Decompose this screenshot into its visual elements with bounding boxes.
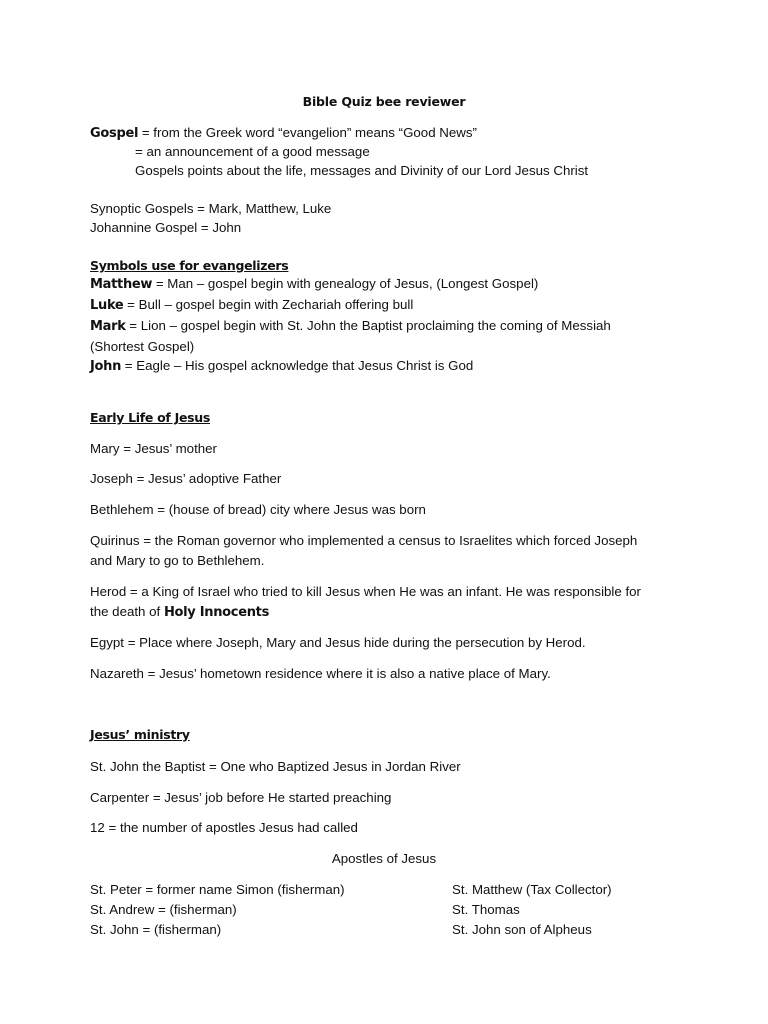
matthew-text: = Man – gospel begin with genealogy of Jesus, (Longest Gospel) [152, 276, 539, 291]
matthew-term: Matthew [90, 277, 153, 292]
gospel-def-2: = an announcement of a good message [135, 144, 370, 159]
mark-text: = Lion – gospel begin with St. John the Baptist proclaiming the coming of Messiah [125, 318, 611, 333]
early-life-mary: Mary = Jesus’ mother [90, 441, 217, 456]
apostles-heading: Apostles of Jesus [331, 851, 437, 866]
early-life-joseph: Joseph = Jesus’ adoptive Father [90, 471, 282, 486]
holy-innocents: Holy Innocents [163, 605, 270, 620]
symbol-john [90, 357, 473, 376]
gospel-definition-line [90, 124, 477, 143]
herod-2-text: the death of [90, 604, 164, 619]
early-life-herod-1: Herod = a King of Israel who tried to kill Jesus when He was an infant. He was responsible for [90, 584, 641, 599]
symbol-matthew [90, 275, 538, 294]
symbol-mark [90, 317, 611, 336]
apostle-right-item: St. John son of Alpheus [452, 922, 592, 937]
john-term: John [90, 359, 122, 374]
symbols-heading: Symbols use for evangelizers [90, 258, 289, 273]
mark-continuation: (Shortest Gospel) [90, 339, 195, 354]
early-life-heading: Early Life of Jesus [90, 410, 211, 425]
apostle-right-item: St. Matthew (Tax Collector) [452, 882, 612, 897]
ministry-heading: Jesus’ ministry [90, 727, 190, 742]
page-title: Bible Quiz bee reviewer [302, 94, 466, 109]
ministry-carpenter: Carpenter = Jesus’ job before He started preaching [90, 790, 392, 805]
gospel-def-3: Gospels points about the life, messages and Divinity of our Lord Jesus Christ [135, 163, 589, 178]
symbol-luke [90, 296, 413, 315]
ministry-twelve: 12 = the number of apostles Jesus had called [90, 820, 358, 835]
luke-text: = Bull – gospel begin with Zechariah offering bull [123, 297, 414, 312]
mark-term: Mark [90, 319, 126, 334]
early-life-nazareth: Nazareth = Jesus’ hometown residence where it is also a native place of Mary. [90, 666, 551, 681]
gospel-term: Gospel [90, 126, 139, 141]
early-life-herod-2 [90, 603, 269, 622]
apostle-left-item: St. Peter = former name Simon (fisherman) [90, 882, 345, 897]
early-life-bethlehem: Bethlehem = (house of bread) city where Jesus was born [90, 502, 426, 517]
ministry-baptist: St. John the Baptist = One who Baptized Jesus in Jordan River [90, 759, 461, 774]
synoptic-gospels: Synoptic Gospels = Mark, Matthew, Luke [90, 201, 332, 216]
apostle-right-item: St. Thomas [452, 902, 520, 917]
early-life-quirinus-2: and Mary to go to Bethlehem. [90, 553, 265, 568]
john-text: = Eagle – His gospel acknowledge that Jesus Christ is God [121, 358, 474, 373]
gospel-def-1: = from the Greek word “evangelion” means “Good News” [138, 125, 477, 140]
apostle-left-item: St. John = (fisherman) [90, 922, 222, 937]
early-life-egypt: Egypt = Place where Joseph, Mary and Jesus hide during the persecution by Herod. [90, 635, 586, 650]
luke-term: Luke [90, 298, 124, 313]
apostle-left-item: St. Andrew = (fisherman) [90, 902, 237, 917]
early-life-quirinus-1: Quirinus = the Roman governor who implemented a census to Israelites which forced Joseph [90, 533, 638, 548]
johannine-gospel: Johannine Gospel = John [90, 220, 242, 235]
